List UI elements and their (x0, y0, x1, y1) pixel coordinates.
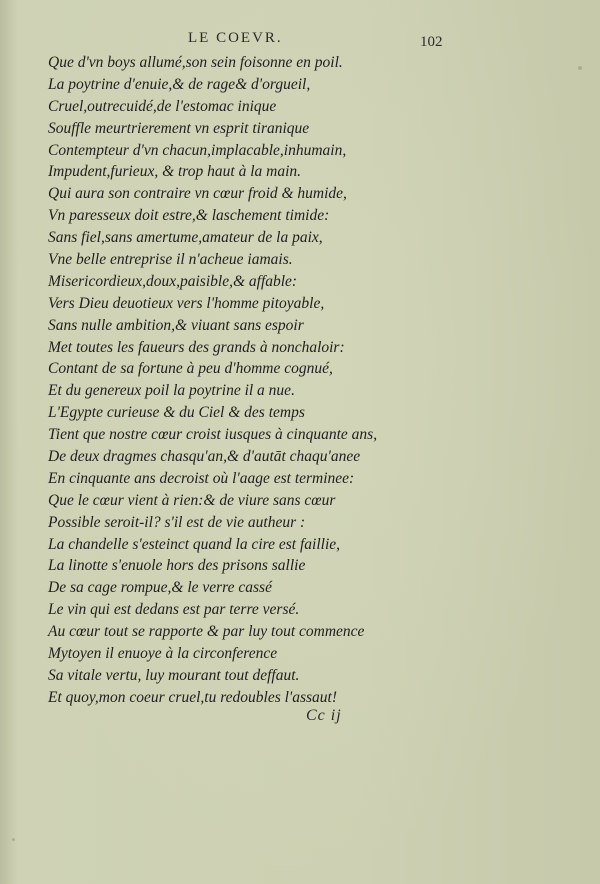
verse-line: De deux dragmes chasqu'an,& d'autāt chaqu'anee (48, 448, 361, 466)
verse-line: Et du genereux poil la poytrine il a nue. (48, 382, 295, 400)
verse-line: Que d'vn boys allumé,son sein foisonne en poil. (48, 54, 343, 71)
verse-line: La chandelle s'esteinct quand la cire est faillie, (48, 535, 341, 553)
verse-line: Misericordieux,doux,paisible,& affable: (48, 272, 298, 290)
verse-line: Contempteur d'vn chacun,implacable,inhumain, (48, 141, 347, 159)
running-head: LE COEVR. (188, 30, 283, 46)
verse-line: En cinquante ans decroist où l'aage est terminee: (48, 469, 355, 487)
verse-line: De sa cage rompue,& le verre cassé (48, 579, 272, 597)
verse-line: Cruel,outrecuidé,de l'estomac inique (48, 97, 277, 115)
verse-line: Sans nulle ambition,& viuant sans espoir (48, 316, 304, 334)
page-number: 102 (420, 34, 443, 50)
verse-line: Souffle meurtrierement vn esprit tiranique (48, 119, 310, 137)
verse-line: Qui aura son contraire vn cœur froid & humide, (48, 185, 347, 203)
paper-spot (578, 66, 582, 70)
poem-text (48, 52, 568, 709)
verse-line: Possible seroit-il? s'il est de vie autheur : (48, 513, 306, 531)
verse-line: Met toutes les faueurs des grands à nonchaloir: (48, 338, 345, 356)
paper-spot (12, 838, 15, 841)
verse-line: L'Egypte curieuse & du Ciel & des temps (48, 404, 305, 422)
verse-line: Mytoyen il enuoye à la circonference (48, 645, 278, 663)
verse-line: Vne belle entreprise il n'acheue iamais. (48, 251, 293, 269)
verse-line: Sa vitale vertu, luy mourant tout deffaut. (48, 666, 300, 684)
verse-line: Sans fiel,sans amertume,amateur de la paix, (48, 229, 323, 247)
verse-line: La poytrine d'enuie,& de rage& d'orgueil, (48, 75, 311, 93)
verse-line: Tient que nostre cœur croist iusques à cinquante ans, (48, 426, 378, 444)
verse-line: Impudent,furieux, & trop haut à la main. (48, 163, 302, 181)
verse-line: Le vin qui est dedans est par terre versé. (48, 601, 300, 619)
verse-line: Contant de sa fortune à peu d'homme cognué, (48, 360, 333, 378)
verse-line: Au cœur tout se rapporte & par luy tout commence (48, 623, 365, 641)
verse-line: Et quoy,mon coeur cruel,tu redoubles l'assaut! (48, 688, 338, 706)
verse-line: Vers Dieu deuotieux vers l'homme pitoyable, (48, 294, 325, 312)
verse-line: Que le cœur vient à rien:& de viure sans cœur (48, 491, 336, 509)
verse-line: La linotte s'enuole hors des prisons sallie (48, 557, 306, 575)
verse-line: Vn paresseux doit estre,& laschement timide: (48, 207, 330, 225)
signature-mark: Cc ij (306, 707, 342, 724)
